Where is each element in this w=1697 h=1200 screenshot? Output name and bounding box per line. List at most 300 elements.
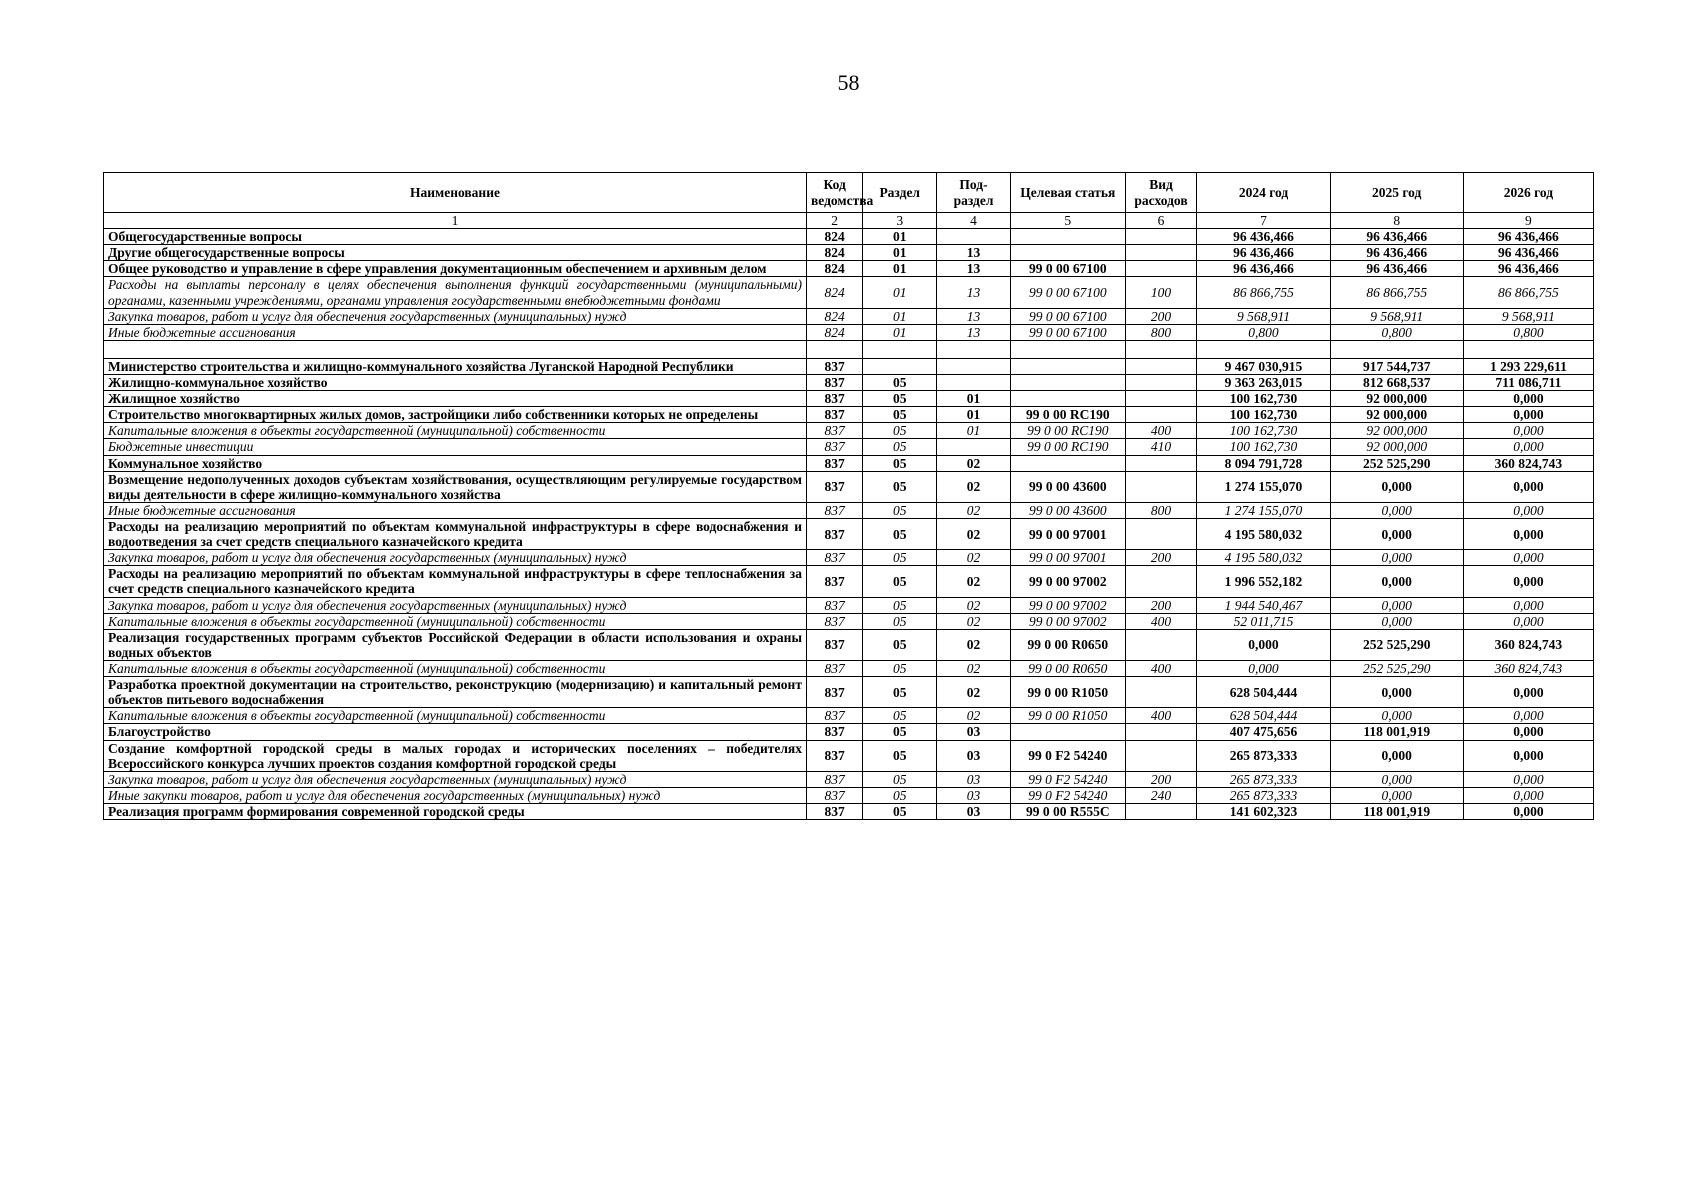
row-ved-cell: 837 bbox=[806, 771, 862, 787]
row-2024-cell: 265 873,333 bbox=[1197, 771, 1330, 787]
row-podrazdel-cell: 13 bbox=[937, 324, 1011, 340]
row-name-cell: Бюджетные инвестиции bbox=[104, 439, 807, 455]
table-row bbox=[104, 245, 1594, 261]
header-2025: 2025 год bbox=[1330, 173, 1463, 213]
row-podrazdel-cell: 01 bbox=[937, 407, 1011, 423]
header-podrazdel: Под-раздел bbox=[937, 173, 1011, 213]
row-2024-cell: 0,000 bbox=[1197, 629, 1330, 660]
row-razdel-cell: 05 bbox=[863, 629, 937, 660]
row-razdel-cell: 05 bbox=[863, 471, 937, 502]
row-2026-cell: 0,000 bbox=[1463, 566, 1593, 597]
column-number: 9 bbox=[1463, 213, 1593, 229]
row-name-cell: Закупка товаров, работ и услуг для обеспечения государственных (муниципальных) нужд bbox=[104, 597, 807, 613]
row-ved-cell: 837 bbox=[806, 677, 862, 708]
header-name: Наименование bbox=[104, 173, 807, 213]
row-ved-cell: 824 bbox=[806, 277, 862, 308]
column-number: 6 bbox=[1125, 213, 1197, 229]
row-2025-cell: 252 525,290 bbox=[1330, 660, 1463, 676]
row-2026-cell: 86 866,755 bbox=[1463, 277, 1593, 308]
row-name-cell: Расходы на реализацию мероприятий по объектам коммунальной инфраструктуры в сфере водоснабжения и водоотведения за счет средств специального казначейского кредита bbox=[104, 518, 807, 549]
header-statya: Целевая статья bbox=[1010, 173, 1125, 213]
row-2026-cell: 0,000 bbox=[1463, 518, 1593, 549]
row-ved-cell: 824 bbox=[806, 245, 862, 261]
row-statya-cell bbox=[1010, 455, 1125, 471]
row-podrazdel-cell: 03 bbox=[937, 740, 1011, 771]
row-2026-cell: 0,000 bbox=[1463, 613, 1593, 629]
row-2025-cell: 0,000 bbox=[1330, 502, 1463, 518]
row-statya-cell bbox=[1010, 358, 1125, 374]
column-number: 7 bbox=[1197, 213, 1330, 229]
row-razdel-cell: 05 bbox=[863, 566, 937, 597]
table-row bbox=[104, 261, 1594, 277]
row-ved-cell: 824 bbox=[806, 229, 862, 245]
row-2026-cell: 0,800 bbox=[1463, 324, 1593, 340]
row-2024-cell: 628 504,444 bbox=[1197, 677, 1330, 708]
row-ved-cell: 837 bbox=[806, 550, 862, 566]
row-statya-cell: 99 0 00 R1050 bbox=[1010, 677, 1125, 708]
row-podrazdel-cell: 13 bbox=[937, 277, 1011, 308]
row-2024-cell: 0,800 bbox=[1197, 324, 1330, 340]
row-2025-cell: 0,000 bbox=[1330, 566, 1463, 597]
row-name-cell: Другие общегосударственные вопросы bbox=[104, 245, 807, 261]
row-vid-cell bbox=[1125, 407, 1197, 423]
table-row bbox=[104, 660, 1594, 676]
row-vid-cell bbox=[1125, 677, 1197, 708]
page-number: 58 bbox=[837, 70, 860, 95]
table-body bbox=[104, 229, 1594, 820]
row-statya-cell: 99 0 00 97002 bbox=[1010, 566, 1125, 597]
header-vid: Вид расходов bbox=[1125, 173, 1197, 213]
column-number: 3 bbox=[863, 213, 937, 229]
row-razdel-cell: 05 bbox=[863, 803, 937, 819]
row-podrazdel-cell: 02 bbox=[937, 597, 1011, 613]
table-row bbox=[104, 740, 1594, 771]
column-number: 2 bbox=[806, 213, 862, 229]
row-ved-cell: 837 bbox=[806, 613, 862, 629]
row-2024-cell: 4 195 580,032 bbox=[1197, 550, 1330, 566]
row-statya-cell: 99 0 00 R0650 bbox=[1010, 629, 1125, 660]
row-vid-cell: 200 bbox=[1125, 308, 1197, 324]
row-2025-cell: 0,000 bbox=[1330, 708, 1463, 724]
row-podrazdel-cell: 01 bbox=[937, 423, 1011, 439]
row-statya-cell: 99 0 00 R0650 bbox=[1010, 660, 1125, 676]
row-name-cell: Расходы на выплаты персоналу в целях обеспечения выполнения функций государственными (муниципальными) органами, казенными учреждениями, органами управления государственными внебюджетными фондами bbox=[104, 277, 807, 308]
table-row bbox=[104, 629, 1594, 660]
row-name-cell bbox=[104, 340, 807, 358]
row-ved-cell: 837 bbox=[806, 787, 862, 803]
row-2026-cell: 360 824,743 bbox=[1463, 455, 1593, 471]
row-podrazdel-cell: 03 bbox=[937, 803, 1011, 819]
row-ved-cell: 837 bbox=[806, 358, 862, 374]
row-2024-cell: 265 873,333 bbox=[1197, 740, 1330, 771]
row-2026-cell: 360 824,743 bbox=[1463, 629, 1593, 660]
row-razdel-cell: 01 bbox=[863, 277, 937, 308]
row-razdel-cell bbox=[863, 340, 937, 358]
row-razdel-cell: 05 bbox=[863, 550, 937, 566]
row-razdel-cell: 05 bbox=[863, 740, 937, 771]
table-row bbox=[104, 597, 1594, 613]
row-statya-cell: 99 0 F2 54240 bbox=[1010, 787, 1125, 803]
table-row bbox=[104, 471, 1594, 502]
row-vid-cell: 100 bbox=[1125, 277, 1197, 308]
row-podrazdel-cell: 02 bbox=[937, 550, 1011, 566]
row-razdel-cell: 01 bbox=[863, 324, 937, 340]
table-row bbox=[104, 613, 1594, 629]
header-2024: 2024 год bbox=[1197, 173, 1330, 213]
row-vid-cell: 800 bbox=[1125, 324, 1197, 340]
row-ved-cell: 837 bbox=[806, 391, 862, 407]
row-name-cell: Капитальные вложения в объекты государственной (муниципальной) собственности bbox=[104, 660, 807, 676]
row-vid-cell bbox=[1125, 740, 1197, 771]
row-razdel-cell: 05 bbox=[863, 597, 937, 613]
table-row bbox=[104, 518, 1594, 549]
table-row bbox=[104, 455, 1594, 471]
row-razdel-cell: 05 bbox=[863, 407, 937, 423]
row-podrazdel-cell: 02 bbox=[937, 518, 1011, 549]
row-vid-cell bbox=[1125, 261, 1197, 277]
row-podrazdel-cell bbox=[937, 229, 1011, 245]
row-razdel-cell: 01 bbox=[863, 261, 937, 277]
row-razdel-cell: 01 bbox=[863, 308, 937, 324]
row-2025-cell: 118 001,919 bbox=[1330, 803, 1463, 819]
row-statya-cell bbox=[1010, 724, 1125, 740]
table-row bbox=[104, 771, 1594, 787]
row-vid-cell bbox=[1125, 455, 1197, 471]
row-podrazdel-cell: 02 bbox=[937, 708, 1011, 724]
row-razdel-cell: 01 bbox=[863, 245, 937, 261]
row-2024-cell: 1 996 552,182 bbox=[1197, 566, 1330, 597]
header-razdel: Раздел bbox=[863, 173, 937, 213]
row-razdel-cell: 05 bbox=[863, 374, 937, 390]
row-2026-cell: 0,000 bbox=[1463, 787, 1593, 803]
row-podrazdel-cell: 13 bbox=[937, 261, 1011, 277]
row-2025-cell: 86 866,755 bbox=[1330, 277, 1463, 308]
row-name-cell: Строительство многоквартирных жилых домов, застройщики либо собственники которых не определены bbox=[104, 407, 807, 423]
row-podrazdel-cell: 02 bbox=[937, 613, 1011, 629]
row-2024-cell: 8 094 791,728 bbox=[1197, 455, 1330, 471]
row-2024-cell: 100 162,730 bbox=[1197, 391, 1330, 407]
row-name-cell: Министерство строительства и жилищно-коммунального хозяйства Луганской Народной Республики bbox=[104, 358, 807, 374]
row-2026-cell: 96 436,466 bbox=[1463, 245, 1593, 261]
table-row bbox=[104, 277, 1594, 308]
row-2024-cell: 141 602,323 bbox=[1197, 803, 1330, 819]
row-2025-cell: 0,000 bbox=[1330, 771, 1463, 787]
row-ved-cell: 824 bbox=[806, 324, 862, 340]
row-razdel-cell: 05 bbox=[863, 724, 937, 740]
row-ved-cell: 837 bbox=[806, 629, 862, 660]
row-2025-cell: 0,000 bbox=[1330, 613, 1463, 629]
row-vid-cell bbox=[1125, 340, 1197, 358]
row-name-cell: Общегосударственные вопросы bbox=[104, 229, 807, 245]
row-vid-cell: 400 bbox=[1125, 613, 1197, 629]
row-ved-cell: 824 bbox=[806, 261, 862, 277]
row-2026-cell: 0,000 bbox=[1463, 502, 1593, 518]
row-2026-cell bbox=[1463, 340, 1593, 358]
row-statya-cell: 99 0 F2 54240 bbox=[1010, 771, 1125, 787]
row-vid-cell: 200 bbox=[1125, 597, 1197, 613]
row-razdel-cell: 05 bbox=[863, 787, 937, 803]
row-2026-cell: 9 568,911 bbox=[1463, 308, 1593, 324]
row-vid-cell: 410 bbox=[1125, 439, 1197, 455]
row-2025-cell: 252 525,290 bbox=[1330, 629, 1463, 660]
table-row bbox=[104, 787, 1594, 803]
row-statya-cell: 99 0 00 67100 bbox=[1010, 261, 1125, 277]
row-statya-cell bbox=[1010, 229, 1125, 245]
row-statya-cell: 99 0 00 67100 bbox=[1010, 324, 1125, 340]
row-name-cell: Иные закупки товаров, работ и услуг для обеспечения государственных (муниципальных) нужд bbox=[104, 787, 807, 803]
row-2025-cell: 0,000 bbox=[1330, 471, 1463, 502]
row-podrazdel-cell: 02 bbox=[937, 455, 1011, 471]
row-2026-cell: 0,000 bbox=[1463, 803, 1593, 819]
row-2025-cell: 812 668,537 bbox=[1330, 374, 1463, 390]
row-name-cell: Капитальные вложения в объекты государственной (муниципальной) собственности bbox=[104, 423, 807, 439]
row-ved-cell: 837 bbox=[806, 439, 862, 455]
row-ved-cell: 837 bbox=[806, 455, 862, 471]
row-2026-cell: 0,000 bbox=[1463, 708, 1593, 724]
table-row bbox=[104, 324, 1594, 340]
row-name-cell: Иные бюджетные ассигнования bbox=[104, 324, 807, 340]
column-number: 4 bbox=[937, 213, 1011, 229]
row-podrazdel-cell: 03 bbox=[937, 724, 1011, 740]
row-name-cell: Благоустройство bbox=[104, 724, 807, 740]
table-row bbox=[104, 423, 1594, 439]
row-razdel-cell: 05 bbox=[863, 660, 937, 676]
row-ved-cell: 837 bbox=[806, 423, 862, 439]
row-podrazdel-cell: 02 bbox=[937, 660, 1011, 676]
row-vid-cell bbox=[1125, 358, 1197, 374]
row-statya-cell bbox=[1010, 374, 1125, 390]
row-2026-cell: 0,000 bbox=[1463, 597, 1593, 613]
row-razdel-cell: 05 bbox=[863, 423, 937, 439]
row-name-cell: Капитальные вложения в объекты государственной (муниципальной) собственности bbox=[104, 708, 807, 724]
row-vid-cell bbox=[1125, 803, 1197, 819]
row-podrazdel-cell: 02 bbox=[937, 471, 1011, 502]
row-vid-cell bbox=[1125, 629, 1197, 660]
row-name-cell: Закупка товаров, работ и услуг для обеспечения государственных (муниципальных) нужд bbox=[104, 550, 807, 566]
row-statya-cell: 99 0 00 97001 bbox=[1010, 518, 1125, 549]
row-2024-cell: 9 363 263,015 bbox=[1197, 374, 1330, 390]
row-razdel-cell: 05 bbox=[863, 502, 937, 518]
row-vid-cell bbox=[1125, 245, 1197, 261]
row-2026-cell: 0,000 bbox=[1463, 550, 1593, 566]
row-name-cell: Иные бюджетные ассигнования bbox=[104, 502, 807, 518]
row-2025-cell: 917 544,737 bbox=[1330, 358, 1463, 374]
row-2025-cell: 92 000,000 bbox=[1330, 439, 1463, 455]
row-name-cell: Закупка товаров, работ и услуг для обеспечения государственных (муниципальных) нужд bbox=[104, 771, 807, 787]
row-podrazdel-cell: 02 bbox=[937, 629, 1011, 660]
row-statya-cell: 99 0 00 97001 bbox=[1010, 550, 1125, 566]
row-vid-cell bbox=[1125, 724, 1197, 740]
row-2024-cell: 96 436,466 bbox=[1197, 245, 1330, 261]
row-vid-cell bbox=[1125, 229, 1197, 245]
row-2025-cell: 0,000 bbox=[1330, 550, 1463, 566]
row-statya-cell: 99 0 00 97002 bbox=[1010, 613, 1125, 629]
table-row bbox=[104, 550, 1594, 566]
row-ved-cell: 837 bbox=[806, 660, 862, 676]
row-vid-cell: 400 bbox=[1125, 660, 1197, 676]
header-2026: 2026 год bbox=[1463, 173, 1593, 213]
row-2025-cell: 0,000 bbox=[1330, 787, 1463, 803]
row-2024-cell: 52 011,715 bbox=[1197, 613, 1330, 629]
row-razdel-cell: 05 bbox=[863, 455, 937, 471]
row-statya-cell: 99 0 00 67100 bbox=[1010, 308, 1125, 324]
row-2024-cell: 1 274 155,070 bbox=[1197, 471, 1330, 502]
table-spacer-row bbox=[104, 340, 1594, 358]
row-ved-cell: 837 bbox=[806, 566, 862, 597]
row-2026-cell: 0,000 bbox=[1463, 771, 1593, 787]
row-vid-cell bbox=[1125, 391, 1197, 407]
row-2024-cell bbox=[1197, 340, 1330, 358]
row-name-cell: Жилищное хозяйство bbox=[104, 391, 807, 407]
row-ved-cell: 824 bbox=[806, 308, 862, 324]
row-vid-cell: 240 bbox=[1125, 787, 1197, 803]
table-row bbox=[104, 677, 1594, 708]
row-2025-cell: 92 000,000 bbox=[1330, 407, 1463, 423]
row-name-cell: Капитальные вложения в объекты государственной (муниципальной) собственности bbox=[104, 613, 807, 629]
row-podrazdel-cell: 02 bbox=[937, 502, 1011, 518]
row-2026-cell: 1 293 229,611 bbox=[1463, 358, 1593, 374]
row-vid-cell: 200 bbox=[1125, 771, 1197, 787]
row-podrazdel-cell: 01 bbox=[937, 391, 1011, 407]
row-razdel-cell: 05 bbox=[863, 391, 937, 407]
row-razdel-cell: 05 bbox=[863, 708, 937, 724]
row-2026-cell: 0,000 bbox=[1463, 391, 1593, 407]
row-razdel-cell: 05 bbox=[863, 439, 937, 455]
row-statya-cell: 99 0 00 RC190 bbox=[1010, 407, 1125, 423]
row-2024-cell: 4 195 580,032 bbox=[1197, 518, 1330, 549]
row-2026-cell: 0,000 bbox=[1463, 740, 1593, 771]
row-2024-cell: 0,000 bbox=[1197, 660, 1330, 676]
row-name-cell: Жилищно-коммунальное хозяйство bbox=[104, 374, 807, 390]
row-2026-cell: 96 436,466 bbox=[1463, 261, 1593, 277]
table-row bbox=[104, 391, 1594, 407]
row-2025-cell: 92 000,000 bbox=[1330, 423, 1463, 439]
column-number: 5 bbox=[1010, 213, 1125, 229]
row-razdel-cell: 05 bbox=[863, 518, 937, 549]
table-header bbox=[104, 173, 1594, 229]
row-2025-cell: 0,000 bbox=[1330, 597, 1463, 613]
row-ved-cell: 837 bbox=[806, 740, 862, 771]
row-statya-cell: 99 0 00 43600 bbox=[1010, 471, 1125, 502]
row-statya-cell: 99 0 00 43600 bbox=[1010, 502, 1125, 518]
row-razdel-cell: 05 bbox=[863, 771, 937, 787]
row-statya-cell bbox=[1010, 340, 1125, 358]
row-name-cell: Закупка товаров, работ и услуг для обеспечения государственных (муниципальных) нужд bbox=[104, 308, 807, 324]
row-2026-cell: 0,000 bbox=[1463, 439, 1593, 455]
row-name-cell: Разработка проектной документации на строительство, реконструкцию (модернизацию) и капитальный ремонт объектов питьевого водоснабжения bbox=[104, 677, 807, 708]
row-2025-cell: 0,000 bbox=[1330, 740, 1463, 771]
row-2024-cell: 1 944 540,467 bbox=[1197, 597, 1330, 613]
table-row bbox=[104, 502, 1594, 518]
row-2024-cell: 628 504,444 bbox=[1197, 708, 1330, 724]
row-razdel-cell bbox=[863, 358, 937, 374]
row-podrazdel-cell: 03 bbox=[937, 787, 1011, 803]
row-2026-cell: 96 436,466 bbox=[1463, 229, 1593, 245]
row-ved-cell: 837 bbox=[806, 502, 862, 518]
row-2024-cell: 9 568,911 bbox=[1197, 308, 1330, 324]
row-name-cell: Создание комфортной городской среды в малых городах и исторических поселениях – победителях Всероссийского конкурса лучших проектов создания комфортной городской среды bbox=[104, 740, 807, 771]
row-2025-cell: 96 436,466 bbox=[1330, 261, 1463, 277]
column-number: 1 bbox=[104, 213, 807, 229]
row-podrazdel-cell bbox=[937, 358, 1011, 374]
table-row bbox=[104, 374, 1594, 390]
row-statya-cell bbox=[1010, 245, 1125, 261]
row-2026-cell: 0,000 bbox=[1463, 471, 1593, 502]
row-name-cell: Расходы на реализацию мероприятий по объектам коммунальной инфраструктуры в сфере теплоснабжения за счет средств специального казначейского кредита bbox=[104, 566, 807, 597]
row-ved-cell: 837 bbox=[806, 518, 862, 549]
row-name-cell: Реализация программ формирования современной городской среды bbox=[104, 803, 807, 819]
table-row bbox=[104, 566, 1594, 597]
row-ved-cell: 837 bbox=[806, 708, 862, 724]
row-2026-cell: 360 824,743 bbox=[1463, 660, 1593, 676]
row-2024-cell: 265 873,333 bbox=[1197, 787, 1330, 803]
row-name-cell: Общее руководство и управление в сфере управления документационным обеспечением и архивным делом bbox=[104, 261, 807, 277]
row-ved-cell: 837 bbox=[806, 374, 862, 390]
row-2025-cell: 92 000,000 bbox=[1330, 391, 1463, 407]
row-name-cell: Коммунальное хозяйство bbox=[104, 455, 807, 471]
row-2026-cell: 0,000 bbox=[1463, 407, 1593, 423]
row-razdel-cell: 01 bbox=[863, 229, 937, 245]
row-vid-cell: 400 bbox=[1125, 708, 1197, 724]
table-row bbox=[104, 358, 1594, 374]
row-2024-cell: 407 475,656 bbox=[1197, 724, 1330, 740]
row-ved-cell: 837 bbox=[806, 803, 862, 819]
row-2025-cell: 96 436,466 bbox=[1330, 229, 1463, 245]
row-2025-cell: 252 525,290 bbox=[1330, 455, 1463, 471]
row-vid-cell: 800 bbox=[1125, 502, 1197, 518]
table-row bbox=[104, 308, 1594, 324]
row-ved-cell: 837 bbox=[806, 597, 862, 613]
row-2026-cell: 0,000 bbox=[1463, 724, 1593, 740]
row-podrazdel-cell: 03 bbox=[937, 771, 1011, 787]
budget-table bbox=[103, 172, 1594, 820]
row-2024-cell: 9 467 030,915 bbox=[1197, 358, 1330, 374]
row-statya-cell: 99 0 00 RC190 bbox=[1010, 439, 1125, 455]
column-number: 8 bbox=[1330, 213, 1463, 229]
row-2024-cell: 96 436,466 bbox=[1197, 229, 1330, 245]
table-row bbox=[104, 724, 1594, 740]
row-ved-cell: 837 bbox=[806, 407, 862, 423]
row-2025-cell: 9 568,911 bbox=[1330, 308, 1463, 324]
row-podrazdel-cell bbox=[937, 374, 1011, 390]
row-2024-cell: 100 162,730 bbox=[1197, 407, 1330, 423]
table-row bbox=[104, 803, 1594, 819]
row-statya-cell: 99 0 F2 54240 bbox=[1010, 740, 1125, 771]
row-2026-cell: 711 086,711 bbox=[1463, 374, 1593, 390]
row-2026-cell: 0,000 bbox=[1463, 677, 1593, 708]
row-2024-cell: 86 866,755 bbox=[1197, 277, 1330, 308]
row-2024-cell: 100 162,730 bbox=[1197, 439, 1330, 455]
row-2025-cell: 118 001,919 bbox=[1330, 724, 1463, 740]
row-name-cell: Возмещение недополученных доходов субъектам хозяйствования, осуществляющим регулируемые государством виды деятельности в сфере жилищно-коммунального хозяйства bbox=[104, 471, 807, 502]
row-podrazdel-cell: 02 bbox=[937, 677, 1011, 708]
row-vid-cell: 200 bbox=[1125, 550, 1197, 566]
row-statya-cell: 99 0 00 R1050 bbox=[1010, 708, 1125, 724]
row-podrazdel-cell bbox=[937, 340, 1011, 358]
row-statya-cell bbox=[1010, 391, 1125, 407]
row-2025-cell: 0,000 bbox=[1330, 677, 1463, 708]
row-statya-cell: 99 0 00 RC190 bbox=[1010, 423, 1125, 439]
table-row bbox=[104, 229, 1594, 245]
row-vid-cell bbox=[1125, 374, 1197, 390]
row-2025-cell: 0,800 bbox=[1330, 324, 1463, 340]
row-name-cell: Реализация государственных программ субъектов Российской Федерации в области использования и охраны водных объектов bbox=[104, 629, 807, 660]
table-row bbox=[104, 407, 1594, 423]
header-ved: Код ведомства bbox=[806, 173, 862, 213]
row-statya-cell: 99 0 00 97002 bbox=[1010, 597, 1125, 613]
row-vid-cell bbox=[1125, 518, 1197, 549]
row-2026-cell: 0,000 bbox=[1463, 423, 1593, 439]
